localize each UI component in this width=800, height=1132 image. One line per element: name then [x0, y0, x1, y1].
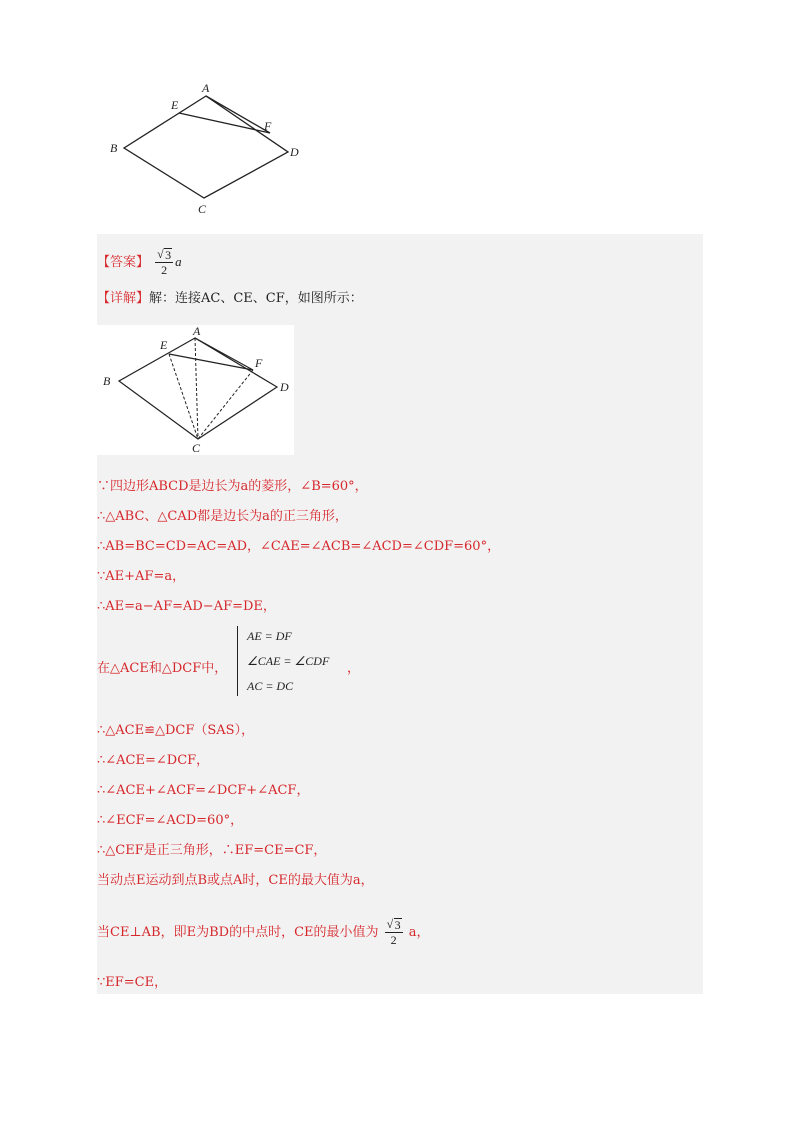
step-6-prefix: 在△ACE和△DCF中，	[97, 661, 228, 676]
label-e-detail: E	[160, 338, 168, 352]
step-1: ∵四边形ABCD是边长为a的菱形，∠B=60°，	[97, 479, 368, 494]
label-c-detail: C	[192, 441, 201, 455]
segment-ce-detail	[169, 354, 198, 439]
solution-panel	[97, 234, 703, 994]
label-f-detail: F	[255, 356, 263, 370]
rhombus-figure-detail	[97, 325, 294, 455]
system-eq-1: AE = DF	[247, 629, 292, 643]
sqrt-icon: √	[157, 247, 164, 261]
step-5: ∴AE=a−AF=AD−AF=DE，	[97, 599, 276, 614]
label-a-detail: A	[193, 325, 201, 338]
step-10: ∴∠ECF=∠ACD=60°，	[97, 813, 244, 828]
label-c: C	[198, 202, 207, 216]
step-9: ∴∠ACE+∠ACF=∠DCF+∠ACF，	[97, 783, 310, 798]
step-3: ∴AB=BC=CD=AC=AD，∠CAE=∠ACB=∠ACD=∠CDF=60°，	[97, 539, 501, 554]
system-eq-2: ∠CAE = ∠CDF	[247, 654, 330, 668]
segment-ef-detail	[169, 354, 253, 370]
label-b-detail: B	[103, 374, 111, 388]
label-d-detail: D	[280, 380, 289, 394]
segment-ac-detail	[195, 338, 198, 439]
label-f: F	[264, 119, 272, 133]
answer-tag: 【答案】	[97, 255, 150, 270]
rhombus-figure-top	[100, 78, 320, 220]
answer-fraction	[155, 248, 173, 277]
step-14: ∵EF=CE，	[97, 975, 168, 990]
rhombus-diagram-detail	[97, 325, 294, 455]
step-2: ∴△ABC、△CAD都是边长为a的正三角形，	[97, 509, 348, 524]
step-13-prefix: 当CE⊥AB，即E为BD的中点时，CE的最小值为	[97, 925, 379, 940]
detail-tag: 【详解】	[97, 291, 150, 306]
step-7: ∴△ACE≌△DCF（SAS），	[97, 723, 255, 738]
step-13-num: 3	[394, 918, 401, 932]
step-12: 当动点E运动到点B或点A时，CE的最大值为a，	[97, 873, 374, 888]
detail-line	[97, 290, 363, 308]
step-13-den: 2	[390, 933, 397, 947]
step-4: ∵AE+AF=a，	[97, 569, 186, 584]
step-13-suffix: a，	[408, 925, 430, 940]
segment-af-detail	[195, 338, 253, 370]
answer-frac-num: 3	[165, 248, 172, 262]
system-eq-3: AC = DC	[247, 679, 294, 693]
label-a: A	[202, 81, 210, 95]
brace-icon	[237, 626, 246, 696]
step-6-suffix: ，	[347, 661, 361, 676]
step-13	[97, 918, 430, 947]
segment-af	[206, 96, 270, 133]
answer-var: a	[175, 254, 182, 269]
detail-intro: 解：连接AC、CE、CF，如图所示：	[149, 291, 363, 306]
sqrt-icon: √	[386, 917, 394, 931]
step-11: ∴△CEF是正三角形，∴EF=CE=CF，	[97, 843, 327, 858]
rhombus-diagram	[100, 78, 320, 220]
label-b: B	[110, 141, 118, 155]
label-e: E	[171, 98, 179, 112]
step-8: ∴∠ACE=∠DCF，	[97, 753, 210, 768]
equation-system	[247, 624, 329, 699]
step-13-fraction	[385, 918, 403, 947]
answer-frac-den: 2	[161, 263, 168, 277]
answer-line	[97, 248, 182, 277]
segment-ef	[179, 113, 270, 133]
label-d: D	[290, 145, 299, 159]
rhombus-outline	[124, 96, 288, 198]
segment-cf-detail	[198, 370, 253, 439]
